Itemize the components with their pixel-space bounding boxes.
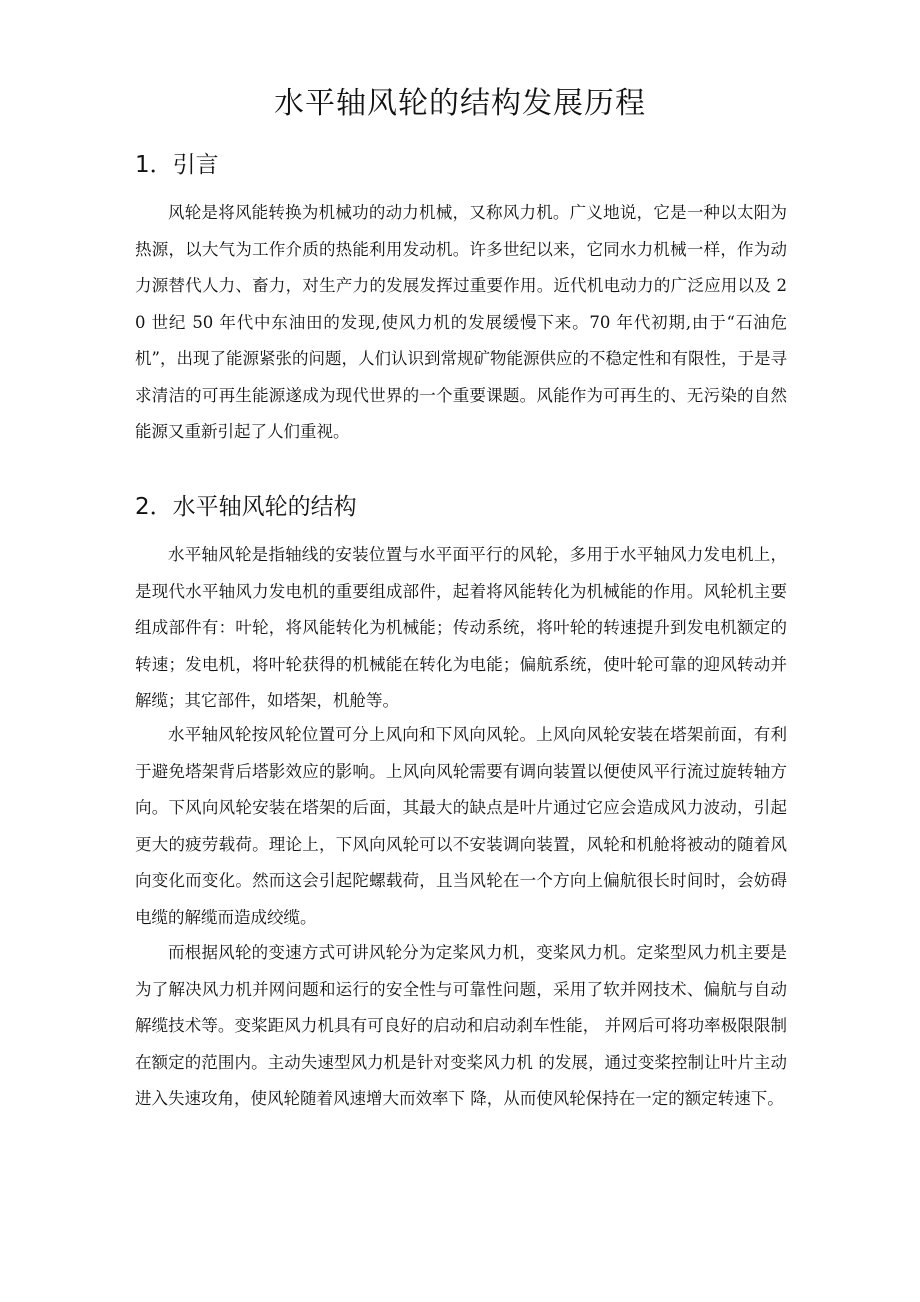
document-title: 水平轴风轮的结构发展历程 <box>274 86 646 121</box>
paragraph-rotor-position: 水平轴风轮按风轮位置可分上风向和下风向风轮。上风向风轮安装在塔架前面，有利于避免塔架背后塔影效应的影响。上风向风轮需要有调向装置以便使风平行流过旋转轴方向。下风向风轮安装在塔架的后面，其最大的缺点是叶片通过它应会造成风力波动，引起更大的疲劳载荷。理论上，下风向风轮可以不安装调向装置，风轮和机舱将被动的随着风向变化而变化。然而这会引起陀螺载荷，且当风轮在一个方向上偏航很长时间时，会妨碍电缆的解缆而造成绞缆。 <box>135 725 787 927</box>
paragraph-structure-definition: 水平轴风轮是指轴线的安装位置与水平面平行的风轮，多用于水平轴风力发电机上，是现代水平轴风力发电机的重要组成部件，起着将风能转化为机械能的作用。风轮机主要组成部件有：叶轮，将风能转化为机械能；传动系统，将叶轮的转速提升到发电机额定的转速；发电机，将叶轮获得的机械能在转化为电能；偏航系统，使叶轮可靠的迎风转动并解缆；其它部件，如塔架，机舱等。 <box>135 545 787 710</box>
paragraph-introduction: 风轮是将风能转换为机械功的动力机械，又称风力机。广义地说，它是一种以太阳为热源，以大气为工作介质的热能利用发动机。许多世纪以来，它同水力机械一样，作为动力源替代人力、畜力，对生产力的发展发挥过重要作用。近代机电动力的广泛应用以及 20 世纪 50 年代中东油田的发现,使风力机的发展缓慢下来。70 年代初期,由于“石油危机”，出现了能源紧张的问题，人们认识到常规矿物能源供应的不稳定性和有限性，于是寻求清洁的可再生能源遂成为现代世界的一个重要课题。风能作为可再生的、无污染的自然能源又重新引起了人们重视。 <box>135 203 787 441</box>
paragraph-speed-control: 而根据风轮的变速方式可讲风轮分为定桨风力机，变桨风力机。定桨型风力机主要是为了解决风力机并网问题和运行的安全性与可靠性问题，采用了软并网技术、偏航与自动解缆技术等。变桨距风力机具有可良好的启动和启动刹车性能， 并网后可将功率极限限制在额定的范围内。主动失速型风力机是针对变桨风力机 的发展，通过变桨控制让叶片主动进入失速攻角，使风轮随着风速增大而效率下 降，从而使风轮保持在一定的额定转速下。 <box>135 943 787 1108</box>
section-heading-structure: 2．水平轴风轮的结构 <box>135 494 357 520</box>
section-heading-introduction: 1．引言 <box>135 152 219 178</box>
